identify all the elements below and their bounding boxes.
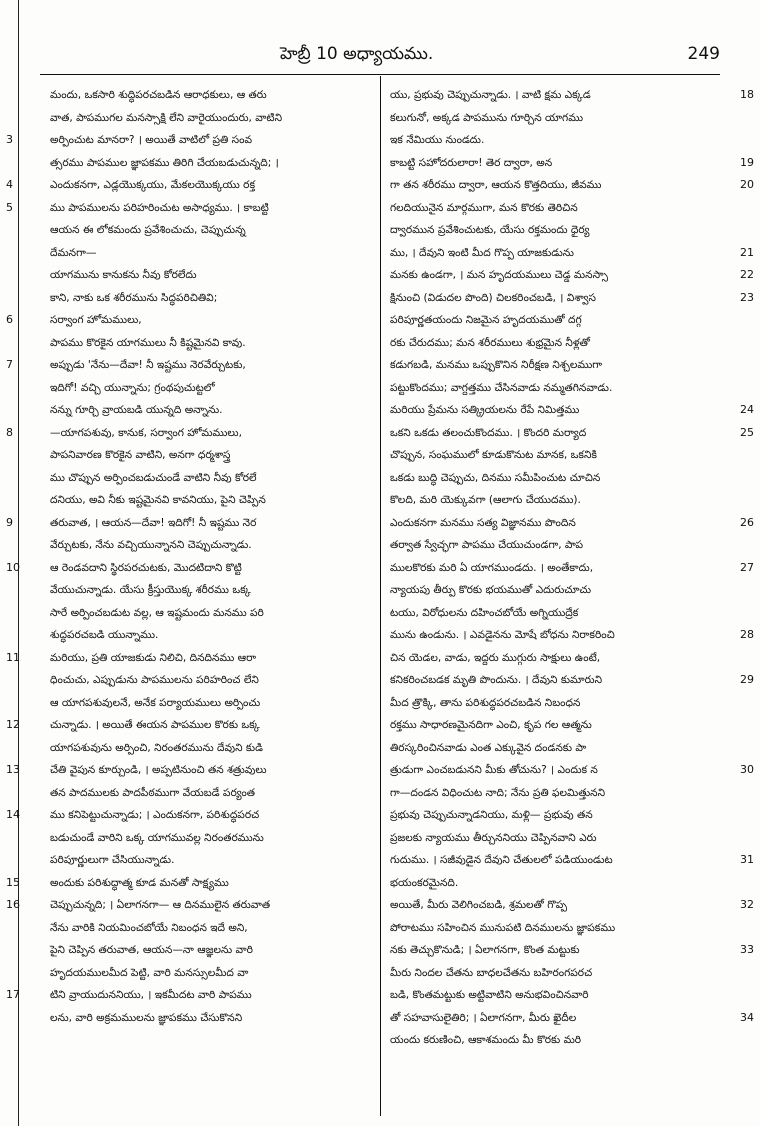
text-line [390,872,720,895]
line-text: టిని వ్రాయుదుననియు, । ఇకమీదట వారి పాపము [50,989,252,1001]
text-line [390,489,720,512]
verse-number: 25 [740,425,754,439]
line-text: మీరు నిందల చేతను బాధలచేతను బహిరంగపరచ [390,966,593,979]
line-text: ద్వారమున ప్రవేశించుటకు, యేసు రక్తమందు ధైర్య [390,224,590,236]
line-text: సర్వాంగ హోమములు, [50,314,142,326]
text-line [390,332,720,355]
line-text: ఆ యాగపశువులనే, అనేక పర్యాయములు అర్పించు [50,696,261,709]
line-text: వేయుచున్నాడు. యేసు క్రీస్తుయొక్క శరీరము ఒక్క [50,584,251,596]
verse-number: 10 [6,560,20,574]
line-text: క్షినుంచి (విడుదల పొంది) చిలకరించబడి, । విశ్వాస [390,291,596,304]
text-line [390,399,754,422]
line-text: ము పాపములను పరిహరించుట అసాధ్యము. । కాబట్టి [50,201,269,214]
line-text: —యాగపశువు, కానుక, సర్వాంగ హోమములు, [50,426,242,439]
text-line [50,827,380,850]
line-text: భయంకరమైనది. [390,876,459,889]
text-line [390,264,754,287]
text-line [390,242,754,265]
text-line [6,197,380,220]
verse-number: 12 [6,718,20,731]
text-line [390,939,754,962]
text-line [390,647,720,670]
text-line [6,804,380,827]
verse-number: 15 [6,875,20,889]
line-text: గలదియునైన మార్గముగా, మన కొరకు తెరిచిన [390,201,578,214]
text-line [6,422,380,445]
text-line [50,939,380,962]
text-line [50,624,380,647]
line-text: పరిపూర్ణులుగా చేసియున్నాడు. [50,854,175,866]
text-line [6,354,380,377]
line-text: పైని చెప్పిన తరువాత, ఆయన—నా ఆజ్ఞలను వారి [50,944,253,956]
verse-number: 3 [6,133,13,146]
line-text: చున్నాడు. । అయితే ఈయన పాపముల కొరకు ఒక్క [50,719,260,731]
text-line [6,174,380,197]
text-line [50,669,380,692]
text-line [390,152,754,175]
text-line [50,377,380,400]
verse-number: 19 [740,155,754,169]
line-text: చేతి వైపున కూర్చుండి, । అప్పటినుంచి తన శత్రువులు [50,764,267,776]
line-text: త్సరము పాపముల జ్ఞాపకము తిరిగి చేయబడుచున్నది; । [50,156,279,169]
text-line [390,737,720,760]
verse-number: 21 [740,245,754,259]
line-text: అందుకు పరిశుద్ధాత్మ కూడ మనతో సాక్ష్యము [50,876,229,889]
line-text: ఆయన ఈ లోకమందు ప్రవేశించుచు, చెప్పుచున్న [50,224,246,236]
text-line [50,737,380,760]
line-text: సారే అర్పించబడుట వల్ల, ఆ ఇష్టమందు మనము పరి [50,606,264,619]
line-text: తన పాదములకు పాదపీఠముగా వేయబడే పర్యంత [50,786,255,799]
text-line [6,872,380,895]
line-text: గా తన శరీరము ద్వారా, ఆయన కొత్తదియు, జీవము [390,179,602,191]
verse-number: 27 [740,560,754,574]
text-line [50,1007,380,1030]
line-text: కడుగబడి, మనము ఒప్పుకొనిన నిరీక్షణ నిశ్చలముగా [390,359,602,371]
line-text: ప్రభువు చెప్పుచున్నాడనియు, మళ్లి— ప్రభువు తన [390,809,593,821]
line-text: కాని, నాకు ఒక శరీరమును సిద్ధపరిచితివి; [50,291,218,304]
line-text: మందు, ఒకసారి శుద్ధిపరచబడిన ఆరాధకులు, ఆ తరు [50,89,267,101]
line-text: త్రుడుగా ఎంచబడునని మీకు తోచును? । ఎందుక న [390,764,598,776]
verse-number: 34 [740,1010,754,1024]
line-text: కలుగునో, అక్కడ పాపమును గూర్చిన యాగము [390,111,584,124]
verse-number: 6 [6,313,13,326]
text-line [390,129,720,152]
text-line [390,557,754,580]
line-text: మును ఉండును. । ఎవడైనను మోషే బోధను నిరాకరించి [390,629,615,641]
text-line [390,714,720,737]
text-line [390,84,754,107]
line-text: యాగమును కానుకను నీవు కోరలేదు [50,269,197,281]
line-text: పోరాటము సహించిన మునుపటి దినములను జ్ఞాపకము [390,921,616,934]
text-line [390,512,754,535]
verse-number: 32 [740,898,754,911]
line-text: మరియు ప్రేమను సత్క్రియలను రేపే నిమిత్తము [390,404,580,416]
verse-number: 13 [6,763,20,776]
text-line [6,512,380,535]
line-text: చెప్పుచున్నది; । ఏలాగనగా— ఆ దినములైన తరువాత [50,899,271,911]
verse-number: 26 [740,515,754,529]
text-line [390,309,720,332]
text-line [390,534,720,557]
text-line [50,692,380,715]
line-text: అర్పించుట మానరా? । అయితే వాటిలో ప్రతి సంవ [50,134,253,146]
text-line [390,917,720,940]
text-line [390,759,754,782]
verse-number: 5 [6,200,13,214]
verse-number: 4 [6,178,13,191]
verse-number: 9 [6,515,13,529]
line-text: దనియు, అవి నీకు ఇష్టమైనవి కావనియు, పైని చెప్పిన [50,494,266,506]
text-line [390,377,720,400]
line-text: పాపము కొరకైన యాగములు నీ కిష్టమైనవి కావు. [50,336,246,349]
line-text: ఒకడు బుద్ధి చెప్పుచు, దినము సమీపించుట చూచిన [390,471,601,484]
verse-number: 14 [6,808,20,821]
line-text: ము, । దేవుని ఇంటి మీద గొప్ప యాజకుడును [390,246,574,259]
line-text: దేమనగా— [50,246,97,259]
line-text: కొలది, మరి యెక్కువగా (ఆలాగు చేయుదము). [390,494,581,506]
line-text: పాపనివారణ కొరకైన వాటిని, అనగా ధర్మశాస్త్ర [50,449,231,461]
page-header [40,42,720,72]
text-line [50,399,380,422]
text-line [390,849,754,872]
verse-number: 18 [740,88,754,101]
line-text: ము కనిపెట్టుచున్నాడు; । ఎందుకనగా, పరిశుద్ధపరచ [50,809,260,821]
text-line [6,647,380,670]
line-text: బడుచుండే వారిని ఒక్క యాగమువల్ల నిరంతరమును [50,831,264,844]
text-line [390,602,720,625]
line-text: టయు, విరోధులను దహించబోయే అగ్నియుద్రేక [390,606,579,619]
line-text: యందు కరుణించి, ఆకాశమందు మీ కొరకు మరి [390,1034,582,1046]
text-line [390,669,754,692]
line-text: వేర్చుటకు, నేను వచ్చియున్నానని చెప్పుచున్నాడు. [50,539,252,551]
verse-number: 24 [740,403,754,416]
page-number: 249 [687,44,720,64]
line-text: చొప్పున, సంఘములో కూడుకొనుట మానక, ఒకనికి [390,449,597,461]
line-text: కాబట్టి సహోదరులారా! తెర ద్వారా, అన [390,156,553,169]
line-text: పట్టుకొందము; వాగ్దత్తము చేసినవాడు నమ్మతగినవాడు. [390,381,613,394]
text-line [390,692,720,715]
header-rule [40,74,720,75]
line-text: రక్తము సాధారణమైనదిగా ఎంచి, కృప గల ఆత్మను [390,719,592,731]
text-line [390,1029,720,1052]
line-text: యు, ప్రభువు చెప్పుచున్నాడు. । వాటి క్షమ ఎక్కడ [390,89,591,101]
text-line [390,197,720,220]
line-text: అయితే, మీరు వెలిగించబడి, శ్రమలతో గొప్ప [390,899,568,911]
text-line [50,242,380,265]
text-line [50,602,380,625]
text-line [50,219,380,242]
line-text: మనకు ఉండగా, । మన హృదయములు చెడ్డ మనస్సా [390,269,609,281]
line-text: ఎందుకనగా మనము సత్య విజ్ఞానము పొందిన [390,516,576,529]
text-line [390,579,720,602]
line-text: అప్పుడు 'నేను—దేవా! నీ ఇష్టము నెరవేర్చుటకు, [50,359,246,371]
text-line [390,422,754,445]
line-text: నేను వారికి నియమించబోయే నిబంధన ఇదే అని, [50,921,248,934]
text-line [6,129,380,152]
line-text: మీద త్రొక్కి, తాను పరిశుద్ధపరచబడిన నిబంధన [390,696,581,709]
text-line [6,894,380,917]
line-text: బడి, కొంతమట్టుకు అట్టివాటిని అనుభవించినవారి [390,989,589,1001]
line-text: ఇక నేమియు నుండదు. [390,134,485,146]
text-line [50,962,380,985]
verse-number: 17 [6,988,20,1001]
line-text: నకు తెచ్చుకొనుడి; । ఏలాగనగా, కొంత మట్టుకు [390,944,580,956]
verse-number: 8 [6,425,13,439]
line-text: గా—దండన విధించుట నాది; నేను ప్రతి ఫలమిత్తునని [390,786,606,799]
line-text: వాత, పాపముగల మనస్సాక్షి లేని వారైయుందురు, వాటిని [50,111,283,124]
line-text: గుదుము. । సజీవుడైన దేవుని చేతులలో పడియుండుట [390,854,613,866]
verse-number: 31 [740,853,754,866]
text-line [390,894,754,917]
text-line [50,444,380,467]
text-line [390,782,720,805]
text-line [50,489,380,512]
line-text: నన్ను గూర్చి వ్రాయబడి యున్నది అన్నాను. [50,404,223,416]
text-line [390,804,720,827]
text-line [390,354,720,377]
text-line [390,984,720,1007]
line-text: పరిపూర్ణతయందు నిజమైన హృదయముతో దగ్గ [390,314,582,326]
text-line [390,467,720,490]
text-line [390,962,720,985]
line-text: కనికరించబడక మృతి పొందును. । దేవుని కుమారుని [390,674,603,686]
line-text: న్యాయపు తీర్పు కొరకు భయముతో ఎదురుచూచు [390,584,592,596]
line-text: ప్రజలకు న్యాయము తీర్చుననియు చెప్పినవాని ఎరు [390,831,597,844]
line-text: తో సహవాసులైతిరి; । ఏలాగనగా, మీరు ఖైదీల [390,1011,577,1024]
text-line [390,219,720,242]
verse-number: 22 [740,268,754,281]
chapter-title: హెబ్రీ 10 అధ్యాయము. [280,44,434,64]
line-text: ములకొరకు మరి ఏ యాగముండదు. । అంతేకాదు, [390,561,594,574]
verse-number: 28 [740,628,754,641]
text-line [50,264,380,287]
text-line [6,309,380,332]
text-line [50,579,380,602]
verse-number: 29 [740,673,754,686]
column-divider [380,76,381,1116]
text-line [390,107,720,130]
line-text: రకు చేరుదము; మన శరీరములు శుభ్రమైన నీళ్లతో [390,336,591,349]
line-text: చిన యెడల, వాడు, ఇద్దరు ముగ్గురు సాక్షులు ఉంటే, [390,651,601,664]
line-text: మరియు, ప్రతి యాజకుడు నిలిచి, దినదినము ఆరా [50,651,257,664]
verse-number: 11 [6,650,20,664]
text-line [390,624,754,647]
text-line [50,467,380,490]
text-line [50,849,380,872]
text-line [6,759,380,782]
text-line [390,174,754,197]
text-line [390,827,720,850]
line-text: యాగపశువును అర్పించి, నిరంతరమును దేవుని కుడి [50,741,263,754]
line-text: ము చొప్పున అర్పించబడుచుండే వాటిని నీవు కోరలే [50,471,257,484]
text-line [390,444,720,467]
text-line [390,287,754,310]
text-line [50,332,380,355]
verse-number: 16 [6,898,20,911]
text-line [50,534,380,557]
line-text: శుద్ధపరచబడి యున్నాము. [50,629,159,641]
left-column [6,84,380,1029]
verse-number: 7 [6,358,13,371]
line-text: తర్వాత స్వేచ్ఛగా పాపము చేయుచుండగా, పాప [390,539,584,551]
text-line [6,557,380,580]
line-text: ఎందుకనగా, ఎడ్లయొక్కయు, మేకలయొక్కయు రక్త [50,179,255,191]
text-line [6,984,380,1007]
text-line [50,917,380,940]
line-text: హృదయములమీద పెట్టి, వారి మనస్సులమీద వా [50,966,249,979]
right-column [390,84,754,1052]
line-text: లను, వారి అక్రమములను జ్ఞాపకము చేసుకొనని [50,1011,243,1024]
text-line [390,1007,754,1030]
verse-number: 33 [740,943,754,956]
line-text: ధించుచు, ఎప్పుడును పాపములను పరిహరించ లేని [50,674,259,686]
verse-number: 20 [740,178,754,191]
verse-number: 30 [740,763,754,776]
line-text: ఒకని ఒకడు తలంచుకొందము. । కొందరి మర్యాద [390,426,587,439]
line-text: ఆ రెండవదాని స్థిరపరచుటకు, మొదటిదాని కొట్టి [50,561,242,574]
line-text: ఇదిగో! వచ్చి యున్నాను; గ్రంథపుచుట్టలో [50,381,215,394]
text-line [50,152,380,175]
line-text: తిరస్కరించినవాడు ఎంత ఎక్కువైన దండనకు పా [390,741,587,754]
text-line [50,107,380,130]
line-text: తరువాత, । ఆయన—దేవా! ఇదిగో! నీ ఇష్టము నెర [50,516,257,529]
verse-number: 23 [740,290,754,304]
text-line [50,287,380,310]
text-line [50,84,380,107]
text-line [6,714,380,737]
text-line [50,782,380,805]
